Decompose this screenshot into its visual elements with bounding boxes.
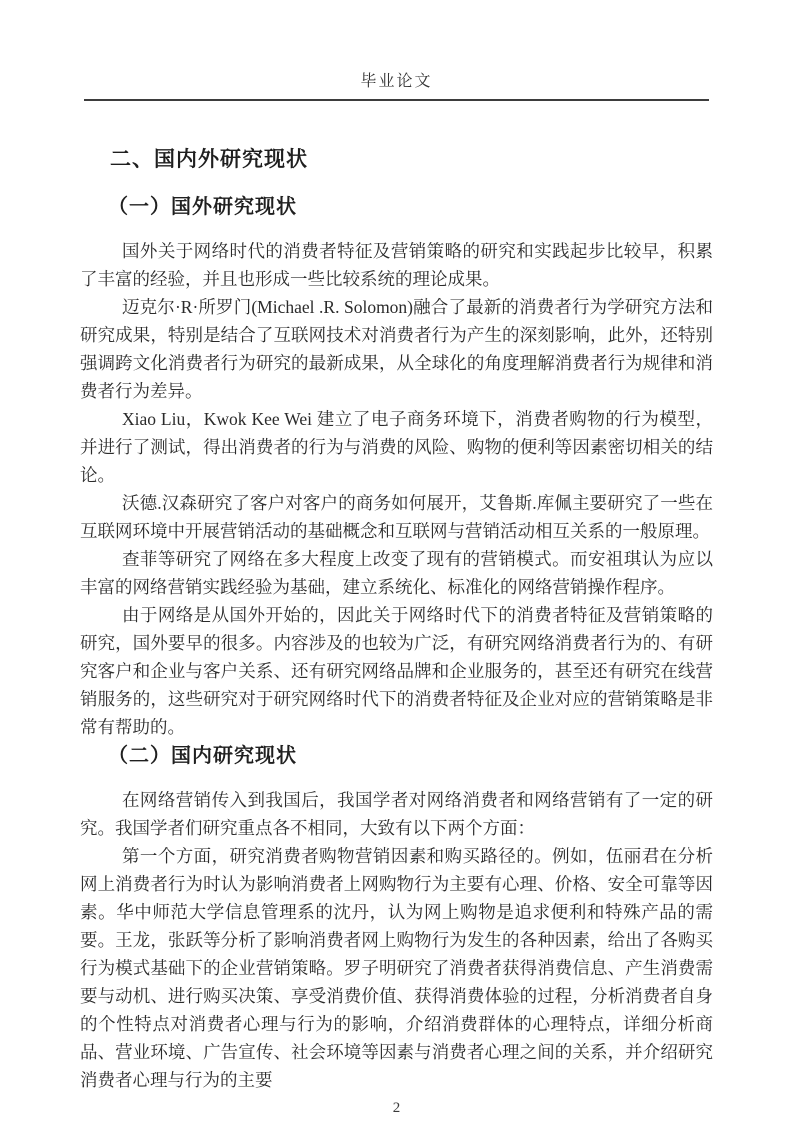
section-heading-domestic-research: （二）国内研究现状 [108,745,297,767]
chapter-heading: 二、国内外研究现状 [110,147,308,171]
section-heading-foreign-research: （一）国外研究现状 [108,196,297,218]
body-paragraph: 沃德.汉森研究了客户对客户的商务如何展开，艾鲁斯.库佩主要研究了一些在互联网环境中开展营销活动的基础概念和互联网与营销活动相互关系的一般原理。 [80,493,713,541]
section-domestic-research-body [80,786,713,1094]
body-paragraph: 在网络营销传入到我国后，我国学者对网络消费者和网络营销有了一定的研究。我国学者们研究重点各不相同，大致有以下两个方面： [80,790,713,838]
body-paragraph: 查菲等研究了网络在多大程度上改变了现有的营销模式。而安祖琪认为应以丰富的网络营销实践经验为基础，建立系统化、标准化的网络营销操作程序。 [80,549,713,597]
page-content [80,144,713,1094]
body-paragraph: 由于网络是从国外开始的，因此关于网络时代下的消费者特征及营销策略的研究，国外要早的很多。内容涉及的也较为广泛，有研究网络消费者行为的、有研究客户和企业与客户关系、还有研究网络品牌和企业服务的，甚至还有研究在线营销服务的，这些研究对于研究网络时代下的消费者特征及企业对应的营销策略是非常有帮助的。 [80,605,713,737]
body-paragraph: Xiao Liu，Kwok Kee Wei 建立了电子商务环境下，消费者购物的行为模型，并进行了测试，得出消费者的行为与消费的风险、购物的便利等因素密切相关的结论。 [80,409,713,485]
body-paragraph: 第一个方面，研究消费者购物营销因素和购买路径的。例如，伍丽君在分析网上消费者行为时认为影响消费者上网购物行为主要有心理、价格、安全可靠等因素。华中师范大学信息管理系的沈丹，认为网上购物是追求便利和特殊产品的需要。王龙，张跃等分析了影响消费者网上购物行为发生的各种因素，给出了各购买行为模式基础下的企业营销策略。罗子明研究了消费者获得消费信息、产生消费需要与动机、进行购买决策、享受消费价值、获得消费体验的过程，分析消费者自身的个性特点对消费者心理与行为的影响，介绍消费群体的心理特点，详细分析商品、营业环境、广告宣传、社会环境等因素与消费者心理之间的关系，并介绍研究消费者心理与行为的主要 [80,846,713,1090]
page-header-title: 毕业论文 [360,73,433,90]
page-header [84,0,709,101]
body-paragraph: 迈克尔·R·所罗门(Michael .R. Solomon)融合了最新的消费者行为学研究方法和研究成果，特别是结合了互联网技术对消费者行为产生的深刻影响，此外，还特别强调跨文化消费者行为研究的最新成果，从全球化的角度理解消费者行为规律和消费者行为差异。 [80,297,713,401]
body-paragraph: 国外关于网络时代的消费者特征及营销策略的研究和实践起步比较早，积累了丰富的经验，并且也形成一些比较系统的理论成果。 [80,241,713,289]
page-footer [0,1099,793,1117]
page-number: 2 [392,1100,401,1116]
section-foreign-research-body [80,237,713,741]
